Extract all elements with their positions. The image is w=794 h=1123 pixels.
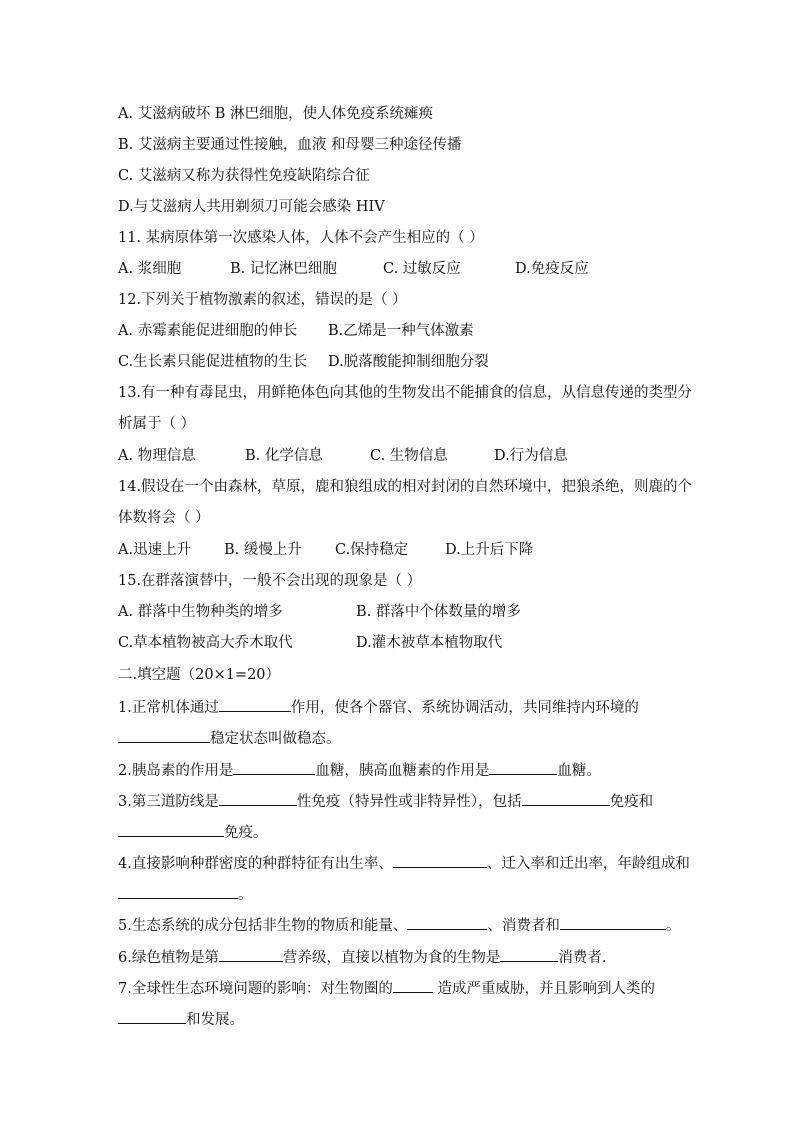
fill-1-blank-1[interactable] [219, 696, 291, 712]
fill-5-line [118, 914, 680, 936]
fill-3-text-b: 性免疫（特异性或非特异性），包括 [296, 794, 522, 810]
fill-6-text-b: 营养级，直接以植物为食的生物是 [282, 950, 501, 966]
q12-stem: 12.下列关于植物激素的叙述，错误的是（ ） [118, 292, 407, 308]
q14-option-b: B. 缓慢上升 [224, 542, 302, 558]
fill-2-text-a: 2.胰岛素的作用是 [118, 763, 234, 779]
q10-option-b: B. 艾滋病主要通过性接触，血液 和母婴三种途径传播 [118, 137, 462, 153]
fill-6-line [118, 946, 606, 968]
q12-option-b: B.乙烯是一种气体激素 [328, 323, 474, 339]
q15-option-d: D.灌木被草本植物取代 [356, 635, 503, 651]
q15-option-a: A. 群落中生物种类的增多 [118, 604, 283, 620]
q11-option-b: B. 记忆淋巴细胞 [230, 261, 337, 277]
q14-option-c: C.保持稳定 [335, 542, 409, 558]
fill-3-line1 [118, 790, 653, 812]
fill-2-blank-1[interactable] [233, 759, 315, 775]
fill-4-text-c: 。 [238, 887, 253, 903]
fill-1-text-c: 稳定状态叫做稳态。 [210, 731, 341, 747]
q11-stem: 11. 某病原体第一次感染人体，人体不会产生相应的（ ） [118, 230, 484, 246]
fill-5-text-b: 、消费者和 [487, 918, 560, 934]
fill-4-blank-1[interactable] [393, 852, 487, 868]
q10-option-a: A. 艾滋病破坏 B 淋巴细胞，使人体免疫系统瘫痪 [118, 106, 434, 122]
fill-5-text-a: 5.生态系统的成分包括非生物的物质和能量、 [118, 918, 408, 934]
fill-7-blank-1[interactable] [393, 977, 433, 993]
fill-3-text-c: 免疫和 [609, 794, 654, 810]
fill-1-line2 [118, 727, 341, 749]
fill-4-text-a: 4.直接影响种群密度的种群特征有出生率、 [118, 856, 393, 872]
q15-option-c: C.草本植物被高大乔木取代 [118, 635, 293, 651]
fill-7-blank-2[interactable] [118, 1008, 186, 1024]
fill-2-blank-2[interactable] [489, 759, 557, 775]
q10-option-c: C. 艾滋病又称为获得性免疫缺陷综合征 [118, 168, 370, 184]
fill-1-blank-2[interactable] [118, 727, 210, 743]
fill-6-text-c: 消费者. [558, 950, 607, 966]
fill-1-text-a: 1.正常机体通过 [118, 700, 219, 716]
fill-7-line1 [118, 977, 655, 999]
q10-option-d: D.与艾滋病人共用剃须刀可能会感染 HIV [118, 199, 385, 215]
q13-option-c: C. 生物信息 [370, 448, 448, 464]
section2-heading: 二.填空题（20×1=20） [118, 667, 281, 683]
q13-option-b: B. 化学信息 [245, 448, 323, 464]
fill-7-line2 [118, 1008, 244, 1030]
fill-3-blank-3[interactable] [118, 821, 224, 837]
q15-stem: 15.在群落演替中，一般不会出现的现象是（ ） [118, 573, 422, 589]
fill-7-text-c: 和发展。 [186, 1012, 244, 1028]
fill-4-line2 [118, 883, 253, 905]
fill-5-blank-1[interactable] [407, 914, 487, 930]
q14-stem-line2: 体数将会（ ） [118, 510, 210, 526]
q11-option-d: D.免疫反应 [515, 261, 589, 277]
fill-2-text-c: 血糖。 [557, 763, 601, 779]
q15-option-b: B. 群落中个体数量的增多 [356, 604, 521, 620]
fill-2-line [118, 759, 601, 781]
fill-4-blank-2[interactable] [118, 883, 238, 899]
fill-2-text-b: 血糖，胰高血糖素的作用是 [315, 763, 490, 779]
fill-4-text-b: 、迁入率和迁出率，年龄组成和 [486, 856, 690, 872]
fill-3-line2 [118, 821, 268, 843]
q13-option-a: A. 物理信息 [118, 448, 196, 464]
fill-6-blank-1[interactable] [219, 946, 283, 962]
fill-7-text-a: 7.全球性生态环境问题的影响：对生物圈的 [118, 981, 393, 997]
q13-option-d: D.行为信息 [494, 448, 568, 464]
q14-stem-line1: 14.假设在一个由森林，草原，鹿和狼组成的相对封闭的自然环境中，把狼杀绝，则鹿的个 [118, 479, 693, 495]
q12-option-a: A. 赤霉素能促进细胞的伸长 [118, 323, 298, 339]
fill-6-text-a: 6.绿色植物是第 [118, 950, 219, 966]
fill-5-blank-2[interactable] [560, 914, 666, 930]
fill-1-text-b: 作用，使各个器官、系统协调活动，共同维持内环境的 [290, 700, 639, 716]
q13-stem-line1: 13.有一种有毒昆虫，用鲜艳体色向其他的生物发出不能捕食的信息，从信息传递的类型分 [118, 385, 693, 401]
fill-3-blank-1[interactable] [219, 790, 297, 806]
fill-1-line1 [118, 696, 639, 718]
fill-4-line1 [118, 852, 690, 874]
fill-3-text-d: 免疫。 [224, 825, 268, 841]
q11-option-a: A. 浆细胞 [118, 261, 182, 277]
fill-3-text-a: 3.第三道防线是 [118, 794, 219, 810]
fill-6-blank-2[interactable] [500, 946, 558, 962]
q14-option-d: D.上升后下降 [445, 542, 534, 558]
q12-option-d: D.脱落酸能抑制细胞分裂 [328, 354, 489, 370]
fill-5-text-c: 。 [665, 918, 681, 934]
q14-option-a: A.迅速上升 [118, 542, 192, 558]
q12-option-c: C.生长素只能促进植物的生长 [118, 354, 308, 370]
fill-7-text-b: 造成严重威胁，并且影响到人类的 [432, 981, 655, 997]
q13-stem-line2: 析属于（ ） [118, 416, 196, 432]
fill-3-blank-2[interactable] [522, 790, 610, 806]
q11-option-c: C. 过敏反应 [383, 261, 461, 277]
